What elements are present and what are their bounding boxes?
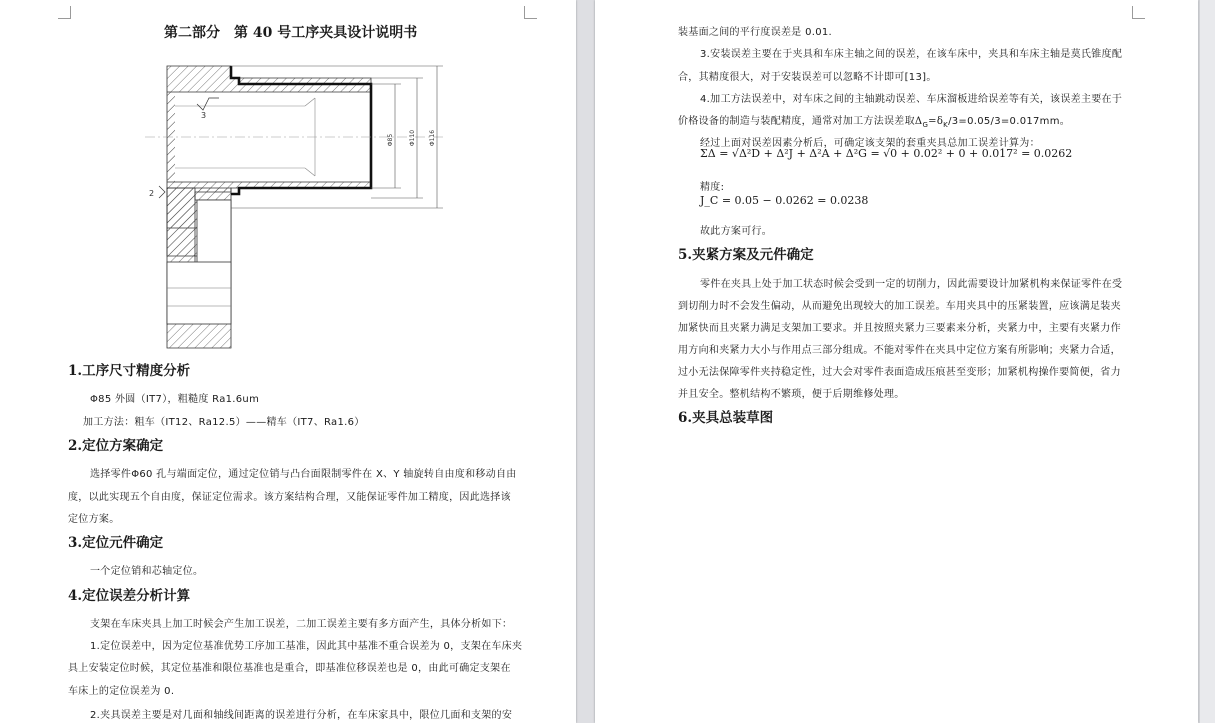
- dim-phi85-label: Φ85: [387, 133, 394, 147]
- paragraph-line: 1.定位误差中，因为定位基准优势工序加工基准，因此其中基准不重合误差为 0，支架在车床夹: [90, 641, 523, 652]
- formula-precision: J_C = 0.05 − 0.0262 = 0.0238: [700, 194, 869, 207]
- document-page-right: [595, 0, 1198, 723]
- section-heading-3: 3.定位元件确定: [68, 535, 164, 551]
- paragraph-line: 度，以此实现五个自由度，保证定位需求。该方案结构合理，又能保证零件加工精度，因此选择该: [68, 492, 511, 503]
- page-corner-mark: [1132, 6, 1145, 19]
- paragraph-line: 用方向和夹紧力大小与作用点三部分组成。不能对零件在夹具中定位方案有所影响；夹紧力合适，: [678, 345, 1121, 356]
- paragraph-line: 过小无法保障零件夹持稳定性，过大会对零件表面造成压痕甚至变形；加紧机构操作要简便，省力: [678, 367, 1121, 378]
- roughness-mark-3: 3: [201, 111, 207, 120]
- paragraph-line: 零件在夹具上处于加工状态时候会受到一定的切削力，因此需要设计加紧机构来保证零件在受: [700, 279, 1123, 290]
- paragraph-line: 经过上面对误差因素分析后，可确定该支架的套重夹具总加工误差计算为：: [700, 138, 1040, 149]
- paragraph-line: 3.安装误差主要在于夹具和车床主轴之间的误差，在该车床中，夹具和车床主轴是莫氏锥度配: [700, 49, 1123, 60]
- part-section-drawing: [145, 58, 455, 350]
- page-corner-mark: [524, 6, 537, 19]
- paragraph-line: [678, 112, 1070, 129]
- document-page-left: [0, 0, 576, 723]
- dim-phi116-label: Φ116: [429, 129, 436, 147]
- roughness-mark-2: 2: [149, 189, 155, 198]
- page-corner-mark: [58, 6, 71, 19]
- paragraph-line: 车床上的定位误差为 0.: [68, 686, 175, 697]
- paragraph-line: 4.加工方法误差中，对车床之间的主轴跳动误差、车床溜板进给误差等有关，该误差主要在于: [700, 94, 1123, 105]
- paragraph-line: 具上安装定位时候，其定位基准和限位基准也是重合，即基准位移误差也是 0，由此可确定支架在: [68, 663, 511, 674]
- paragraph-line: 定位方案。: [68, 514, 120, 525]
- subscript: K: [943, 121, 949, 129]
- paragraph-line: Φ85 外圆（IT7），粗糙度 Ra1.6um: [90, 394, 260, 405]
- section-heading-4: 4.定位误差分析计算: [68, 588, 191, 604]
- formula-total-error: ΣΔ = √Δ²D + Δ²J + Δ²A + Δ²G = √0 + 0.02² + 0 + 0.017² = 0.0262: [700, 147, 1073, 160]
- paragraph-line: 合，其精度很大，对于安装误差可以忽略不计即可[13]。: [678, 72, 937, 83]
- paragraph-line: 一个定位销和芯轴定位。: [90, 566, 204, 577]
- text-fragment: 价格设备的制造与装配精度，通常对加工方法误差取: [678, 116, 915, 127]
- delta-symbol: Δ: [914, 116, 923, 127]
- text-fragment: /3=0.05/3=0.017mm。: [948, 116, 1071, 127]
- dim-phi110-label: Φ110: [409, 129, 416, 147]
- section-heading-2: 2.定位方案确定: [68, 438, 164, 454]
- paragraph-line: 到切削力时不会发生偏动，从而避免出现较大的加工误差。车用夹具中的压紧装置，应该满足装夹: [678, 301, 1121, 312]
- paragraph-line: 加紧快而且夹紧力满足支架加工要求。并且按照夹紧力三要素来分析，夹紧力中，主要有夹紧力作: [678, 323, 1121, 334]
- section-heading-6: 6.夹具总装草图: [678, 410, 774, 426]
- paragraph-line: 2.夹具误差主要是对几面和轴线间距离的误差进行分析，在车床家具中，限位几面和支架的安: [90, 710, 513, 721]
- paragraph-line: 装基面之间的平行度误差是 0.01.: [678, 27, 833, 38]
- vertical-scrollbar[interactable]: [1199, 0, 1215, 723]
- paragraph-line: 支架在车床夹具上加工时候会产生加工误差，二加工误差主要有多方面产生，具体分析如下：: [90, 619, 513, 630]
- paragraph-line: 并且安全。整机结构不繁琐，便于后期维修处理。: [678, 389, 905, 400]
- subscript: G: [922, 121, 929, 129]
- precision-label: 精度:: [700, 182, 725, 193]
- paragraph-line: 选择零件Φ60 孔与端面定位，通过定位销与凸台面限制零件在 X、Y 轴旋转自由度和移动自由: [90, 469, 517, 480]
- section-heading-5: 5.夹紧方案及元件确定: [678, 247, 814, 263]
- page-title: 第二部分 第 40 号工序夹具设计说明书: [164, 25, 418, 41]
- paragraph-line: 加工方法：粗车（IT12、Ra12.5）——精车（IT7、Ra1.6）: [83, 417, 365, 428]
- section-heading-1: 1.工序尺寸精度分析: [68, 363, 191, 379]
- equals-delta: =δ: [928, 116, 944, 127]
- paragraph-line: 故此方案可行。: [700, 226, 773, 237]
